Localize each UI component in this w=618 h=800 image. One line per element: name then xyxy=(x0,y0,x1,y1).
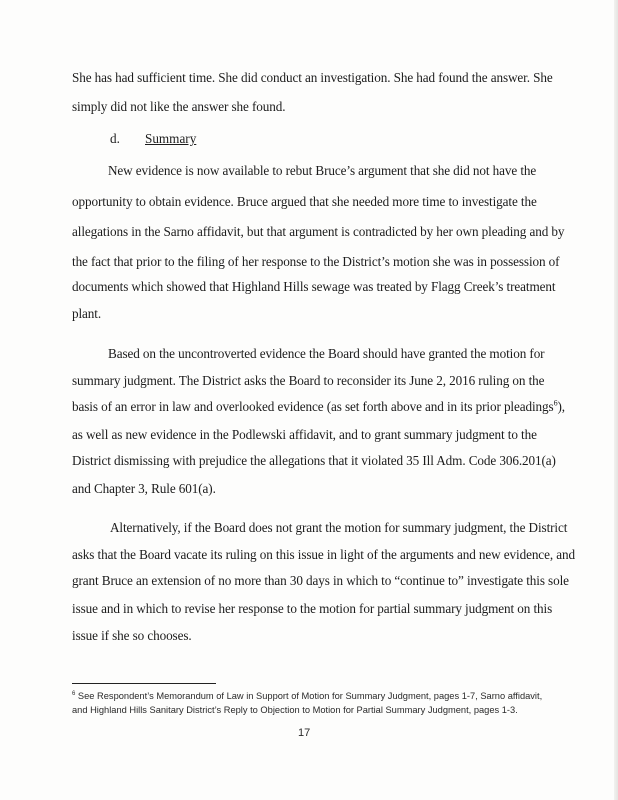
body-text-segment: ), xyxy=(557,399,565,414)
body-text-line: New evidence is now available to rebut Bruce’s argument that she did not have the xyxy=(108,163,537,178)
body-text-line: issue if she so chooses. xyxy=(72,628,192,643)
footnote-marker: 6 xyxy=(72,690,76,697)
section-title: Summary xyxy=(145,131,197,146)
body-text-line: documents which showed that Highland Hills sewage was treated by Flagg Creek’s treatment xyxy=(72,279,556,294)
body-text-line: Alternatively, if the Board does not grant the motion for summary judgment, the District xyxy=(110,520,568,535)
body-text-line: She has had sufficient time. She did conduct an investigation. She had found the answer. She xyxy=(72,70,553,85)
body-text-line: the fact that prior to the filing of her response to the District’s motion she was in possession of xyxy=(72,254,560,269)
body-text-line: asks that the Board vacate its ruling on this issue in light of the arguments and new evidence, and xyxy=(72,547,575,562)
page-edge-shadow xyxy=(614,0,618,800)
footnote-line xyxy=(72,690,542,703)
body-text-line: as well as new evidence in the Podlewski affidavit, and to grant summary judgment to the xyxy=(72,427,537,442)
section-number: d. xyxy=(110,131,120,146)
footnote-divider xyxy=(72,683,216,684)
body-text-line: issue and in which to revise her response to the motion for partial summary judgment on this xyxy=(72,601,553,616)
body-text-line: allegations in the Sarno affidavit, but that argument is contradicted by her own pleading and by xyxy=(72,224,565,239)
body-text-line: simply did not like the answer she found. xyxy=(72,99,286,114)
body-text-line: plant. xyxy=(72,306,102,321)
body-text-line: summary judgment. The District asks the Board to reconsider its June 2, 2016 ruling on the xyxy=(72,373,545,388)
body-text-line: opportunity to obtain evidence. Bruce argued that she needed more time to investigate the xyxy=(72,194,537,209)
body-text-segment: basis of an error in law and overlooked evidence (as set forth above and in its prior pleadings xyxy=(72,399,554,414)
footnote-text: See Respondent’s Memorandum of Law in Support of Motion for Summary Judgment, pages 1-7, Sarno affidavit, xyxy=(75,691,543,701)
body-text-line: and Chapter 3, Rule 601(a). xyxy=(72,481,216,496)
footnote-reference: 6 xyxy=(553,398,558,408)
body-text-line: Based on the uncontroverted evidence the Board should have granted the motion for xyxy=(108,346,545,361)
body-text-line xyxy=(72,399,565,415)
body-text-line: District dismissing with prejudice the allegations that it violated 35 Ill Adm. Code 306.201(a) xyxy=(72,453,556,468)
body-text-line: grant Bruce an extension of no more than 30 days in which to “continue to” investigate this sole xyxy=(72,573,569,588)
footnote-line: and Highland Hills Sanitary District’s Reply to Objection to Motion for Partial Summary Judgment, pages 1-3. xyxy=(72,705,518,715)
page-number: 17 xyxy=(298,727,311,739)
